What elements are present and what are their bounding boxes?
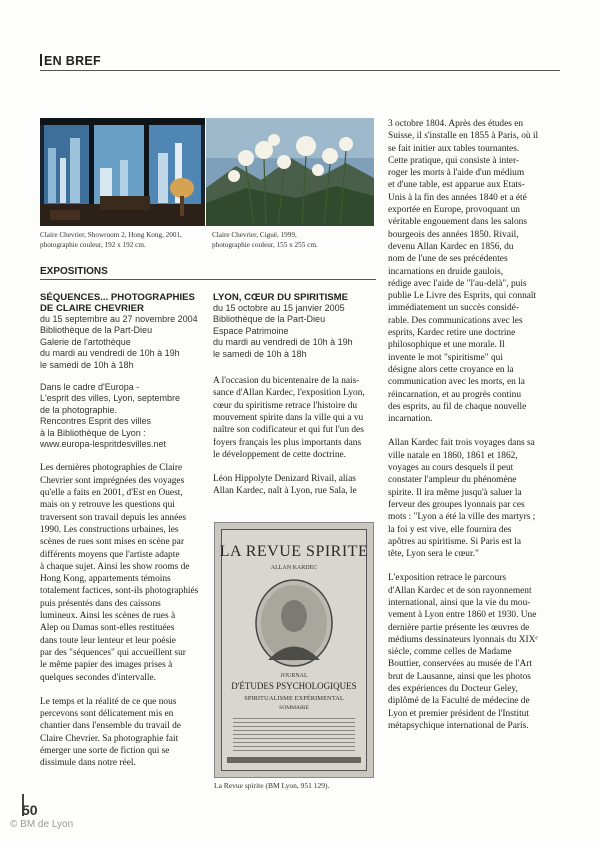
text-line: mouvement spirite dans la ville qui a vu — [213, 412, 364, 423]
text-line: Chevrier sont imprégnées des voyages — [40, 475, 185, 486]
poster-caption: La Revue spirite (BM Lyon, 951 129). — [214, 781, 330, 790]
text-line: chantier dans l'ensemble du travail de — [40, 721, 181, 732]
context-line: Rencontres Esprit des villes — [40, 416, 152, 427]
info-line: Bibliothèque de la Part-Dieu — [40, 325, 153, 336]
exhibition1-title-line1: SÉQUENCES... PHOTOGRAPHIES — [40, 292, 195, 303]
paragraph — [213, 473, 378, 498]
text-line: quelques secondes d'intervalle. — [40, 672, 156, 683]
text-line: immédiatement un succès considé- — [388, 303, 519, 314]
text-line: sance d'Allan Kardec, l'exposition Lyon, — [213, 388, 365, 399]
text-line: Les dernières photographies de Claire — [40, 463, 183, 474]
text-line: des expériences du Docteur Geley, — [388, 684, 518, 695]
poster-journal-l2: D'ÉTUDES PSYCHOLOGIQUES — [231, 681, 357, 691]
page-number: 50 — [22, 802, 38, 818]
photo1-caption-line1: Claire Chevrier, Showroom 2, Hong Kong, 2001, — [40, 231, 182, 239]
paragraph — [213, 375, 378, 461]
text-line: rédige avec l'aide de "l'au-delà", puis — [388, 278, 527, 289]
text-line: international, ainsi que la vie du mou- — [388, 597, 531, 608]
text-line: médiums dessinateurs lyonnais du XIXᵉ — [388, 634, 538, 645]
text-line: puis présentés dans des caissons — [40, 598, 161, 609]
text-line: à chaque sujet. Ainsi les show rooms de — [40, 561, 190, 572]
text-line: publie Le Livre des Esprits, qui connaît — [388, 291, 537, 302]
text-line: le développement de cette doctrine. — [213, 449, 347, 460]
exhibition2-title: LYON, CŒUR DU SPIRITISME — [213, 292, 349, 303]
text-line: nom de l'une de ses précédentes — [388, 254, 508, 265]
text-line: dans toute leur lenteur et leur poésie — [40, 635, 176, 646]
section-tag — [40, 54, 101, 68]
header-rule — [40, 70, 560, 71]
photo2-caption — [212, 231, 377, 250]
text-line: d'Allan Kardec et de son rayonnement — [388, 585, 532, 596]
text-line: esprits, Kardec retire une doctrine — [388, 328, 516, 339]
context-line: à la Bibliothèque de Lyon : — [40, 427, 146, 438]
photo2-caption-line2: photographie couleur, 155 x 255 cm. — [212, 240, 318, 249]
info-line: du mardi au vendredi de 10h à 19h — [213, 337, 353, 348]
poster-journal-l3: SPIRITUALISME EXPÉRIMENTAL — [244, 695, 344, 702]
poster-journal-l4: SOMMAIRE — [279, 705, 309, 711]
text-line: cœur du spiritisme retrace l'histoire du — [213, 400, 358, 411]
column-2 — [213, 292, 378, 510]
text-line: percevons sont délicatement mis en — [40, 709, 174, 720]
section-tag-text: EN BREF — [44, 54, 101, 68]
text-line: constater l'ampleur du phénomène — [388, 475, 517, 486]
section-bar — [40, 54, 42, 66]
poster-contents — [233, 715, 355, 753]
info-line: Galerie de l'artothèque — [40, 336, 131, 347]
showroom-image — [40, 118, 205, 226]
text-line: traversent son travail depuis les années — [40, 512, 187, 523]
expositions-heading: EXPOSITIONS — [40, 266, 108, 277]
info-line: le samedi de 10h à 18h — [40, 359, 134, 370]
text-line: totalement factices, sont-ils photographiés — [40, 586, 199, 597]
info-line: Espace Patrimoine — [213, 325, 289, 336]
exhibition1-title — [40, 292, 208, 314]
text-line: la foi y est vive, elle fournira des — [388, 524, 512, 535]
text-line: invente le mot "spiritisme" qui — [388, 352, 503, 363]
text-line: métapsychique international de Paris. — [388, 720, 529, 731]
text-line: Cette pratique, qui consiste à inter- — [388, 155, 520, 166]
text-line: Hong Kong, appartements témoins — [40, 574, 171, 585]
text-line: exportée en Europe, provoquant un — [388, 205, 520, 216]
text-line: A l'occasion du bicentenaire de la nais- — [213, 376, 360, 387]
info-line: du 15 septembre au 27 novembre 2004 — [40, 314, 198, 324]
text-line: L'exposition retrace le parcours — [388, 573, 507, 584]
exhibition1-body — [40, 462, 208, 769]
paragraph — [388, 437, 560, 560]
photo-cigue — [206, 118, 374, 226]
paragraph — [40, 696, 208, 770]
photo2-caption-line1: Claire Chevrier, Ciguë, 1999, — [212, 231, 297, 239]
text-line: qu'elle a faits en 2001, d'Est en Ouest, — [40, 488, 183, 499]
poster-footer-band — [227, 757, 361, 763]
poster-title: LA REVUE SPIRITE — [219, 543, 369, 560]
text-line: Léon Hippolyte Denizard Rivail, alias — [213, 474, 356, 485]
photo1-caption-line2: photographie couleur, 192 x 192 cm. — [40, 240, 146, 249]
column-1 — [40, 292, 208, 782]
cigue-image — [206, 118, 374, 226]
exhibition2-body — [213, 375, 378, 498]
photo1-caption — [40, 231, 205, 250]
poster-revue-spirite — [214, 522, 374, 778]
text-line: philosophique et une morale. Il — [388, 340, 505, 351]
text-line: Le temps et la réalité de ce que nous — [40, 696, 177, 707]
text-line: Allan Kardec, naît à Lyon, rue Sala, le — [213, 486, 357, 497]
text-line: rable. Des communications avec les — [388, 315, 523, 326]
text-line: émerger une sorte de fiction qui se — [40, 746, 170, 756]
paragraph — [40, 462, 208, 683]
exhibition2-info — [213, 303, 378, 360]
text-line: diplômé de la Faculté de médecine de — [388, 696, 530, 707]
info-line: le samedi de 10h à 18h — [213, 348, 307, 359]
text-line: voyages au cours desquels il peut — [388, 463, 514, 474]
info-line: Bibliothèque de la Part-Dieu — [213, 314, 326, 325]
text-line: lumineux. Ainsi les scènes de rues à — [40, 611, 176, 622]
text-line: scènes de rues sont mises en scène par — [40, 537, 184, 548]
expositions-rule — [40, 279, 376, 280]
text-line: réincarnation, et au progrès continu — [388, 389, 522, 400]
watermark: © BM de Lyon — [10, 819, 74, 830]
text-line: différents moyens que l'artiste adapte — [40, 549, 180, 560]
text-line: Allan Kardec fait trois voyages dans sa — [388, 438, 535, 449]
text-line: Claire Chevrier. Sa photographie fait — [40, 733, 179, 744]
text-line: spirite. Il ira même jusqu'à saluer la — [388, 487, 522, 498]
text-line: communication avec les morts, en la — [388, 377, 525, 388]
info-line: du 15 octobre au 15 janvier 2005 — [213, 303, 345, 313]
text-line: siècle, comme celles de Madame — [388, 647, 512, 658]
context-line: L'esprit des villes, Lyon, septembre — [40, 393, 180, 404]
text-line: 1990. Les constructions urbaines, les — [40, 524, 179, 535]
text-line: se fait initier aux tables tournantes. — [388, 143, 520, 154]
text-line: incarnations en druide gaulois, — [388, 266, 504, 277]
text-line: mots : "Lyon a été la ville des martyrs ; — [388, 512, 536, 523]
text-line: des esprits, au fil de chaque nouvelle — [388, 401, 527, 412]
text-line: ville natale en 1860, 1861 et 1862, — [388, 450, 518, 461]
text-line: véritable engouement dans les salons — [388, 217, 528, 228]
text-line: dernière partie présente les œuvres de — [388, 622, 530, 633]
info-line: du mardi au vendredi de 10h à 19h — [40, 348, 180, 359]
paragraph — [388, 572, 560, 732]
text-line: désigne alors cette croyance en la — [388, 364, 514, 375]
text-line: Lyon et premier président de l'Institut — [388, 708, 529, 719]
paragraph — [388, 118, 560, 425]
text-line: incarnation. — [388, 414, 433, 425]
text-line: Bouttier, conservées au musée de l'Art — [388, 659, 532, 670]
text-line: bourgeois des années 1850. Rivail, — [388, 229, 519, 240]
text-line: par des "séquences" qui accueillent sur — [40, 647, 186, 658]
text-line: vement à Lyon entre 1860 et 1930. Une — [388, 610, 537, 621]
exhibition1-title-line2: DE CLAIRE CHEVRIER — [40, 303, 144, 314]
text-line: ferveur des groupes lyonnais par ces — [388, 499, 525, 510]
text-line: Unis à la fin des années 1840 et a été — [388, 192, 527, 203]
portrait-medallion — [254, 578, 334, 668]
context-line: de la photographie. — [40, 404, 118, 415]
poster-journal-l1: JOURNAL — [280, 673, 308, 679]
photo-showroom — [40, 118, 205, 226]
text-line: Alep ou Damas sont-elles restituées — [40, 623, 175, 634]
text-line: 3 octobre 1804. Après des études en — [388, 119, 524, 129]
column-3 — [388, 118, 560, 744]
context-line: Dans le cadre d'Europa - — [40, 382, 140, 393]
text-line: apôtres au spiritisme. Si Paris est la — [388, 536, 522, 547]
exhibition1-context — [40, 382, 208, 450]
website-link[interactable]: www.europa-lespritdesvilles.net — [40, 439, 167, 450]
text-line: naître son codificateur et qui fut l'un des — [213, 425, 364, 436]
text-line: roger les morts à l'aide d'un médium — [388, 168, 525, 179]
text-line: foyers français les plus importants dans — [213, 437, 362, 448]
text-line: Suisse, il s'installe en 1855 à Paris, où il — [388, 131, 539, 142]
text-line: le même papier des images prises à — [40, 660, 173, 671]
text-line: et d'une table, est apparue aux Etats- — [388, 180, 525, 191]
text-line: tête, Lyon sera le cœur." — [388, 549, 479, 560]
text-line: dissimule dans notre réel. — [40, 758, 136, 769]
poster-subtitle: ALLAN KARDEC — [270, 565, 318, 571]
text-line: brut de Lausanne, ainsi que les photos — [388, 671, 531, 682]
text-line: mais on y retrouve les questions qui — [40, 500, 175, 511]
exhibition1-info — [40, 314, 208, 371]
text-line: devenu Allan Kardec en 1856, du — [388, 241, 514, 252]
